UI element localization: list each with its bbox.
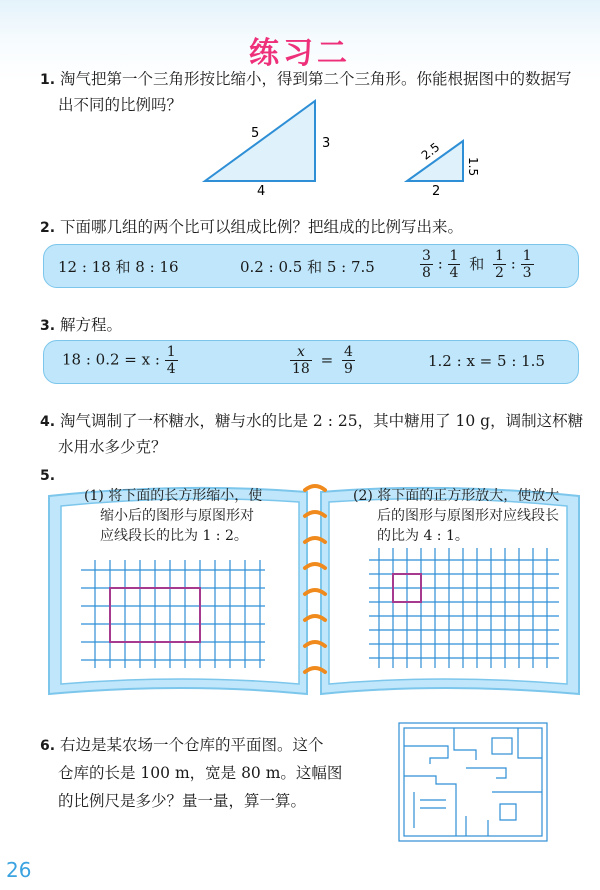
q2-item-2: 0.2 : 0.5 和 5 : 7.5: [240, 258, 375, 276]
q2-item-3: $\frac{3}{8}$ : $\frac{1}{4}$ 和 $\frac{1}{2}$ : $\frac{1}{3}$: [422, 248, 532, 281]
big-triangle-hyp: 5: [251, 126, 260, 141]
warehouse-floor-plan: [396, 720, 550, 844]
page-number: 26: [6, 858, 32, 882]
q3-number: 3.: [40, 318, 56, 334]
q5-part2-text: (2) 将下面的正方形放大，使放大 后的图形与原图形对应线段长 的比为 4 : 1。: [353, 488, 560, 544]
q2-number: 2.: [40, 220, 56, 236]
q1-text-line1: 淘气把第一个三角形按比缩小，得到第二个三角形。你能根据图中的数据写: [60, 70, 572, 88]
question-6: [40, 732, 324, 759]
q6-text-line1: 右边是某农场一个仓库的平面图。这个: [60, 736, 324, 754]
question-3: [40, 312, 122, 339]
q3-band: [43, 340, 579, 384]
q6-text-line3: 的比例尺是多少？量一量，算一算。: [58, 792, 307, 810]
q3-text: 解方程。: [60, 316, 123, 334]
q4-number: 4.: [40, 414, 56, 430]
q4-text-line2: 水用水多少克？: [58, 438, 167, 456]
big-triangle-height: 3: [322, 136, 331, 151]
q4-text-line1: 淘气调制了一杯糖水，糖与水的比是 2 : 25，其中糖用了 10 g，调制这杯糖: [60, 412, 584, 430]
q6-number: 6.: [40, 738, 56, 754]
q3-equation-3: 1.2 : x = 5 : 1.5: [428, 352, 545, 370]
q2-item-1: 12 : 18 和 8 : 16: [58, 258, 179, 276]
q3-equation-1: 18 : 0.2 = x : $\frac{1}{4}$: [62, 344, 176, 377]
q6-text-line2: 仓库的长是 100 m，宽是 80 m。这幅图: [58, 764, 343, 782]
big-triangle-base: 4: [257, 184, 266, 199]
q2-text: 下面哪几组的两个比可以组成比例？把组成的比例写出来。: [60, 218, 464, 236]
question-1: [40, 66, 572, 93]
small-triangle-hyp: 2.5: [418, 139, 443, 163]
q5-part1-text: (1) 将下面的长方形缩小，使 缩小后的图形与原图形对 应线段长的比为 1 : 2。: [84, 488, 263, 544]
question-4: [40, 408, 583, 435]
q3-equation-2: $\frac{x}{18}$ = $\frac{4}{9}$: [292, 344, 353, 377]
q1-text-line2: 出不同的比例吗？: [58, 96, 183, 114]
small-triangle-base: 2: [432, 184, 441, 199]
q1-number: 1.: [40, 72, 56, 88]
q1-triangles-figure: [195, 95, 495, 200]
question-2: [40, 214, 463, 241]
big-triangle: [205, 101, 315, 181]
small-triangle-height: 1.5: [466, 157, 480, 177]
page-title: 练习二: [249, 36, 351, 71]
q2-band: [43, 244, 579, 288]
q5-number: 5.: [40, 468, 56, 484]
